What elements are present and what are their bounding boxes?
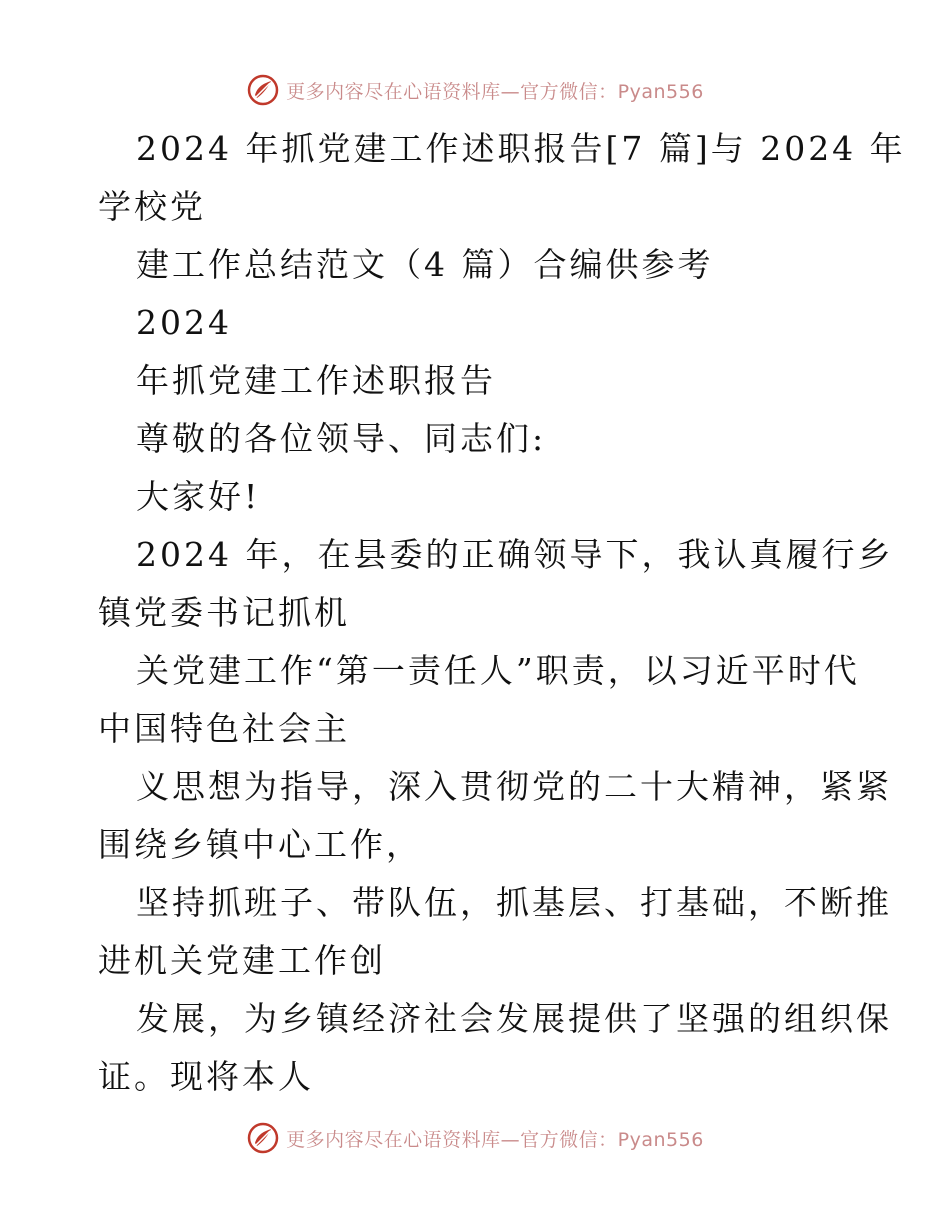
paragraph-line: 进机关党建工作创 [98, 941, 386, 980]
paragraph-line: 关党建工作“第一责任人”职责，以习近平时代 [136, 651, 860, 690]
paragraph-line: 2024 年，在县委的正确领导下，我认真履行乡 [136, 535, 894, 574]
title-line-1: 2024 年抓党建工作述职报告[7 篇]与 2024 年 [136, 129, 906, 168]
salutation: 尊敬的各位领导、同志们: [136, 419, 547, 458]
header-banner [0, 70, 950, 110]
footer-banner-text: 更多内容尽在心语资料库—官方微信：Pyan556 [286, 1128, 704, 1151]
footer-banner [0, 1118, 950, 1158]
paragraph-line: 证。现将本人 [98, 1057, 314, 1096]
header-banner-text: 更多内容尽在心语资料库—官方微信：Pyan556 [286, 80, 704, 103]
paragraph-line: 镇党委书记抓机 [98, 593, 350, 632]
paragraph-line: 坚持抓班子、带队伍，抓基层、打基础，不断推 [136, 883, 892, 922]
logo-icon [246, 1121, 280, 1155]
paragraph-line: 中国特色社会主 [98, 709, 350, 748]
greeting: 大家好! [136, 477, 261, 516]
paragraph-line: 义思想为指导，深入贯彻党的二十大精神，紧紧 [136, 767, 892, 806]
paragraph-line: 发展，为乡镇经济社会发展提供了坚强的组织保 [136, 999, 892, 1038]
title-line-3: 建工作总结范文（4 篇）合编供参考 [136, 245, 714, 284]
logo-icon [246, 73, 280, 107]
report-title: 年抓党建工作述职报告 [136, 361, 496, 400]
document-body [98, 120, 906, 1106]
year-line: 2024 [136, 303, 232, 342]
title-line-2: 学校党 [98, 187, 206, 226]
paragraph-line: 围绕乡镇中心工作， [98, 825, 422, 864]
